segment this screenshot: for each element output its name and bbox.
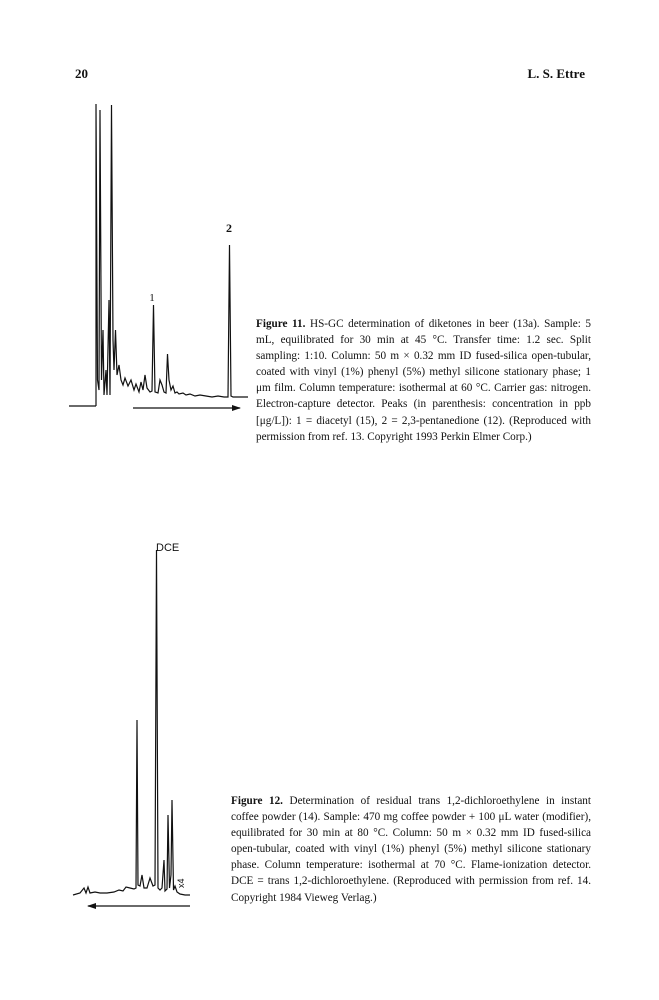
figure11-caption-text: HS-GC determination of diketones in beer (13a). Sample: 5 mL, equilibrated for 30 min at 45 °C. Transfer time: 1.2 sec. Split sampling: 1:10. Column: 50 m × 0.32 mm ID fused-silica open-tubular, coated with vinyl (1%) phenyl (5%) methyl silicone stationary phase; 1 μm film. Column temperature: isothermal at 60 °C. Carrier gas: nitrogen. Electron-capture detector. Peaks (in parenthesis: concentration in ppb [μg/L]): 1 = diacetyl (15), 2 = 2,3-pentanedione (12). (Reproduced with permission from ref. 13. Copyright 1993 Perkin Elmer Corp.)	[256, 318, 591, 443]
figure11-peak-1-label: 1	[149, 292, 155, 304]
figure11-trace	[96, 104, 248, 406]
figure12-arrowhead	[87, 903, 96, 909]
figure11-chromatogram	[69, 104, 248, 411]
page-number: 20	[75, 66, 88, 81]
figure12-caption	[231, 793, 591, 906]
figure12-trace	[73, 550, 190, 895]
running-head: L. S. Ettre	[527, 66, 585, 81]
figure11-caption-label: Figure 11.	[256, 318, 306, 330]
figure12-chromatogram	[73, 550, 190, 909]
figure11-arrowhead	[232, 405, 241, 411]
figure12-dce-label: DCE	[156, 542, 180, 554]
figure12-caption-text: Determination of residual trans 1,2-dichloroethylene in instant coffee powder (14). Sample: 470 mg coffee powder + 100 μL water (modifier), equilibrated for 30 min at 80 °C. Column: 50 m × 0.32 mm ID fused-silica open-tubular, coated with vinyl (1%) phenyl (5%) methyl silicone stationary phase. Column temperature: isothermal at 70 °C. Flame-ionization detector. DCE = trans 1,2-dichloroethylene. (Reproduced with permission from ref. 14. Copyright 1984 Vieweg Verlag.)	[231, 795, 591, 904]
figure12-attenuation-label: x4	[176, 878, 186, 888]
figure11-caption	[256, 316, 591, 445]
figure12-caption-label: Figure 12.	[231, 795, 283, 807]
figure11-peak-2-label: 2	[226, 221, 232, 235]
